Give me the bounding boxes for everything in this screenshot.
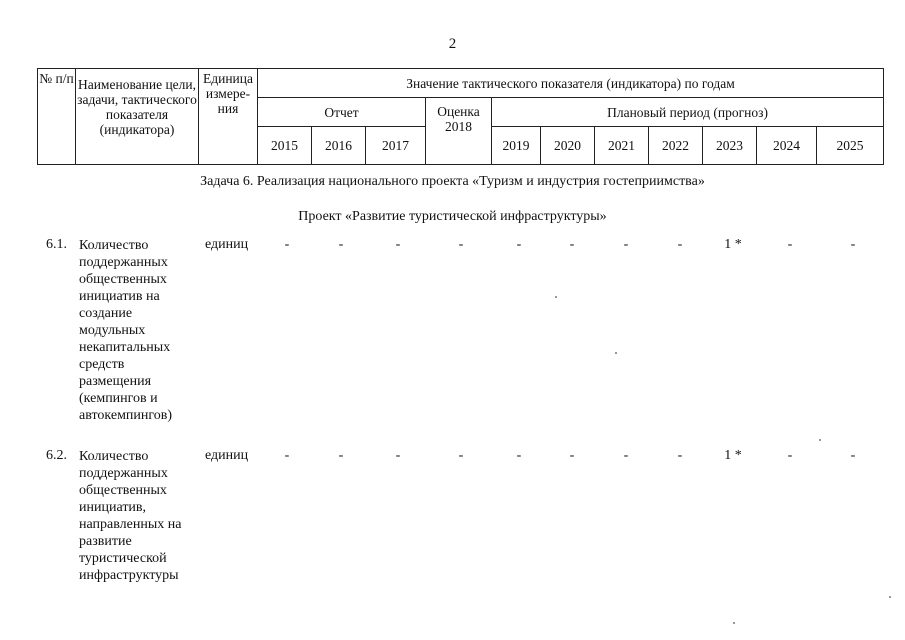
row-value: - (284, 448, 290, 463)
row-value: - (677, 448, 683, 463)
row-value: - (338, 448, 344, 463)
row-indicator-name: Количество поддержанных общественных инициатив, направленных на развитие туристической инфраструктуры (79, 449, 182, 583)
page-number: 2 (448, 36, 457, 52)
header-year: 2017 (366, 127, 426, 165)
row-value: - (850, 237, 856, 252)
row-value: - (338, 237, 344, 252)
project-title: Проект «Развитие туристической инфраструктуры» (298, 209, 607, 224)
row-value: - (787, 237, 793, 252)
row-number: 6.1. (46, 237, 67, 252)
row-value: - (284, 237, 290, 252)
header-col-num: № п/п (38, 69, 76, 165)
scan-speck (733, 622, 735, 624)
row-value: 1 * (724, 237, 742, 252)
header-col-unit: Единица измере-ния (199, 69, 258, 165)
row-unit: единиц (205, 237, 249, 252)
row-number: 6.2. (46, 448, 67, 463)
header-col-values: Значение тактического показателя (индикатора) по годам (258, 69, 884, 98)
row-value: - (623, 448, 629, 463)
row-value: - (787, 448, 793, 463)
row-value: - (458, 448, 464, 463)
row-value: - (569, 237, 575, 252)
row-value: - (623, 237, 629, 252)
header-year: 2015 (258, 127, 312, 165)
header-group-estimate: Оценка 2018 (426, 98, 492, 165)
row-value: - (395, 448, 401, 463)
header-group-plan: Плановый период (прогноз) (492, 98, 884, 127)
row-value: - (458, 237, 464, 252)
row-value: 1 * (724, 448, 742, 463)
header-year: 2019 (492, 127, 541, 165)
row-indicator-name: Количество поддержанных общественных инициатив на создание модульных некапитальных средств размещения (кемпингов и автокемпингов) (79, 238, 173, 423)
header-year: 2020 (541, 127, 595, 165)
header-year: 2023 (703, 127, 757, 165)
row-unit: единиц (205, 448, 249, 463)
header-year: 2021 (595, 127, 649, 165)
header-year: 2024 (757, 127, 817, 165)
header-year: 2025 (817, 127, 884, 165)
header-year: 2022 (649, 127, 703, 165)
row-value: - (850, 448, 856, 463)
row-value: - (677, 237, 683, 252)
scan-speck (889, 596, 891, 598)
header-year: 2016 (312, 127, 366, 165)
scan-speck (819, 439, 821, 441)
header-group-report: Отчет (258, 98, 426, 127)
header-col-name: Наименование цели, задачи, тактического показателя (индикатора) (76, 69, 199, 165)
scan-speck (555, 296, 557, 298)
row-value: - (516, 237, 522, 252)
row-value: - (395, 237, 401, 252)
row-value: - (516, 448, 522, 463)
scan-speck (615, 352, 617, 354)
row-value: - (569, 448, 575, 463)
task-title: Задача 6. Реализация национального проекта «Туризм и индустрия гостеприимства» (200, 174, 705, 189)
indicator-header-table (37, 68, 884, 165)
